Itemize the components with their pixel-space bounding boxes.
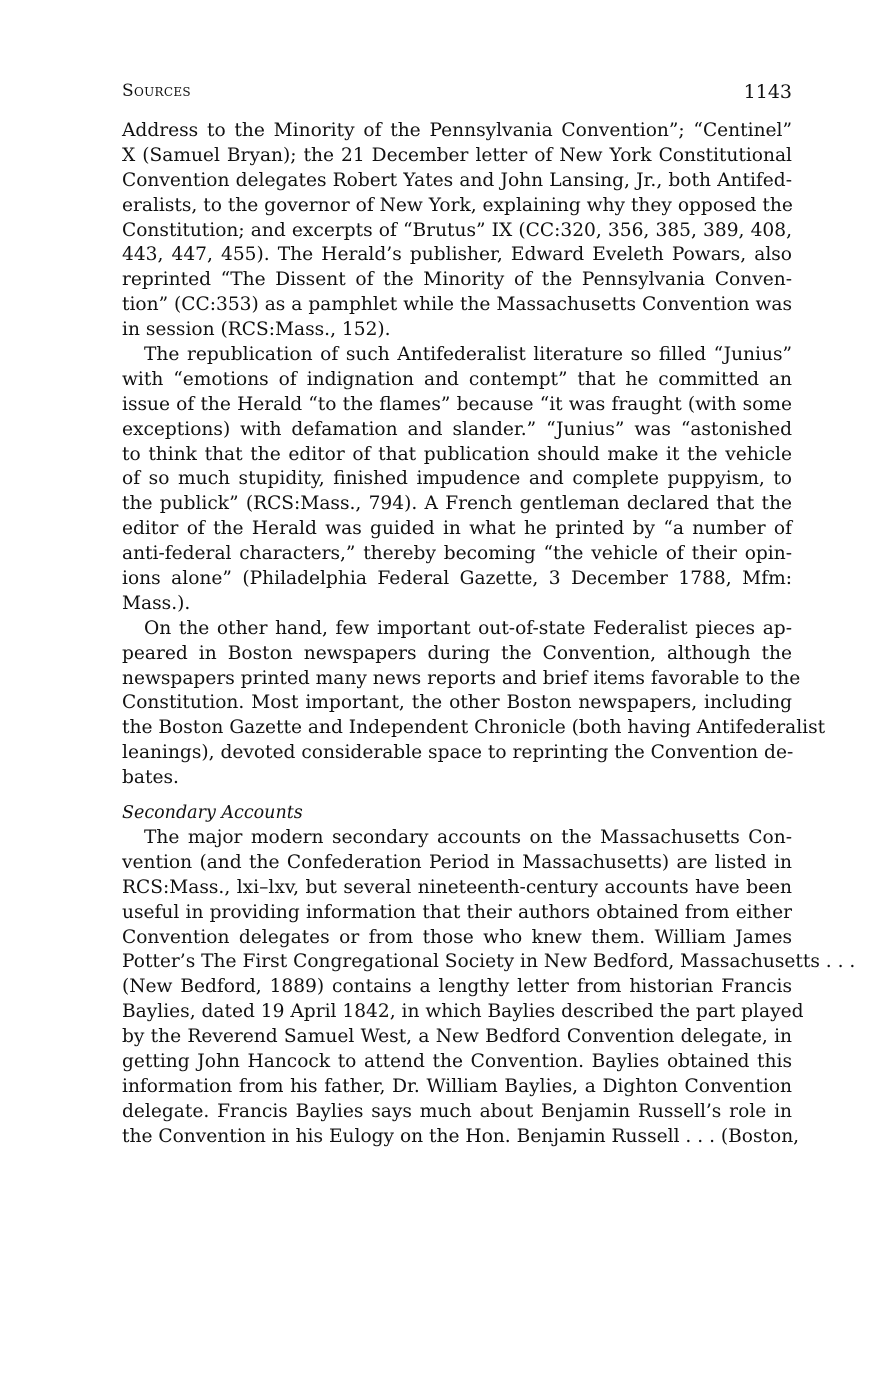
text-line: The republication of such Antifederalist literature so filled “Junius” bbox=[144, 344, 792, 366]
text-line: in session (RCS:Mass., 152). bbox=[122, 319, 391, 341]
text-line: exceptions) with defamation and slander.” “Junius” was “astonished bbox=[122, 418, 792, 440]
text-line: the publick” (RCS:Mass., 794). A French gentleman declared that the bbox=[122, 493, 792, 515]
text-line: editor of the Herald was guided in what he printed by “a number of bbox=[122, 518, 792, 540]
text-line: newspapers printed many news reports and brief items favorable to the bbox=[122, 667, 801, 689]
text-line: the Convention in his Eulogy on the Hon. Benjamin Russell . . . (Boston, bbox=[122, 1125, 800, 1147]
text-line: eralists, to the governor of New York, explaining why they opposed the bbox=[122, 194, 793, 216]
running-head-title: Sources bbox=[122, 81, 191, 101]
text-line: X (Samuel Bryan); the 21 December letter of New York Constitutional bbox=[122, 144, 792, 166]
running-header bbox=[122, 81, 792, 109]
text-line: anti-federal characters,” thereby becoming “the vehicle of their opin- bbox=[122, 543, 792, 565]
page-body bbox=[122, 119, 856, 1150]
text-line: Address to the Minority of the Pennsylvania Convention”; “Centinel” bbox=[122, 120, 792, 141]
text-line: vention (and the Confederation Period in Massachusetts) are listed in bbox=[122, 851, 792, 873]
text-line: of so much stupidity, finished impudence and complete puppyism, to bbox=[122, 468, 792, 490]
text-line: information from his father, Dr. William Baylies, a Dighton Convention bbox=[122, 1075, 792, 1097]
text-line: issue of the Herald “to the flames” because “it was fraught (with some bbox=[122, 393, 792, 415]
text-line: reprinted “The Dissent of the Minority of the Pennsylvania Conven- bbox=[122, 269, 792, 291]
paragraph-1 bbox=[122, 119, 792, 343]
paragraph-3 bbox=[122, 617, 826, 791]
text-line: tion” (CC:353) as a pamphlet while the Massachusetts Convention was bbox=[122, 294, 792, 316]
text-line: (New Bedford, 1889) contains a lengthy letter from historian Francis bbox=[122, 976, 792, 998]
text-line: peared in Boston newspapers during the Convention, although the bbox=[122, 642, 792, 664]
text-line: Convention delegates or from those who knew them. William James bbox=[122, 926, 792, 948]
text-line: useful in providing information that their authors obtained from either bbox=[122, 901, 792, 923]
text-line: Baylies, dated 19 April 1842, in which Baylies described the part played bbox=[122, 1001, 804, 1023]
text-line: On the other hand, few important out-of-state Federalist pieces ap- bbox=[144, 617, 792, 639]
text-line: getting John Hancock to attend the Convention. Baylies obtained this bbox=[122, 1050, 792, 1072]
page-number: 1143 bbox=[743, 81, 792, 103]
section-heading: Secondary Accounts bbox=[122, 803, 303, 824]
text-line: leanings), devoted considerable space to reprinting the Convention de- bbox=[122, 742, 794, 764]
text-line: to think that the editor of that publication should make it the vehicle bbox=[122, 443, 792, 465]
text-line: Constitution; and excerpts of “Brutus” IX (CC:320, 356, 385, 389, 408, bbox=[122, 219, 792, 241]
text-line: Convention delegates Robert Yates and John Lansing, Jr., both Antifed- bbox=[122, 169, 792, 191]
text-line: The major modern secondary accounts on the Massachusetts Con- bbox=[144, 826, 792, 848]
text-line: by the Reverend Samuel West, a New Bedford Convention delegate, in bbox=[122, 1026, 792, 1048]
text-line: Mass.). bbox=[122, 592, 191, 614]
paragraph-2 bbox=[122, 343, 792, 617]
text-line: Constitution. Most important, the other Boston newspapers, including bbox=[122, 692, 792, 714]
text-line: 443, 447, 455). The Herald’s publisher, Edward Eveleth Powars, also bbox=[122, 244, 792, 266]
text-line: delegate. Francis Baylies says much about Benjamin Russell’s role in bbox=[122, 1100, 792, 1122]
text-line: with “emotions of indignation and contempt” that he committed an bbox=[122, 368, 792, 390]
text-line: ions alone” (Philadelphia Federal Gazette, 3 December 1788, Mfm: bbox=[122, 568, 792, 590]
text-line: the Boston Gazette and Independent Chronicle (both having Antifederalist bbox=[122, 717, 826, 739]
text-line: Potter’s The First Congregational Society in New Bedford, Massachusetts . . . bbox=[122, 951, 856, 973]
text-line: bates. bbox=[122, 767, 179, 789]
text-line: RCS:Mass., lxi–lxv, but several nineteenth-century accounts have been bbox=[122, 876, 792, 898]
paragraph-4 bbox=[122, 826, 856, 1150]
